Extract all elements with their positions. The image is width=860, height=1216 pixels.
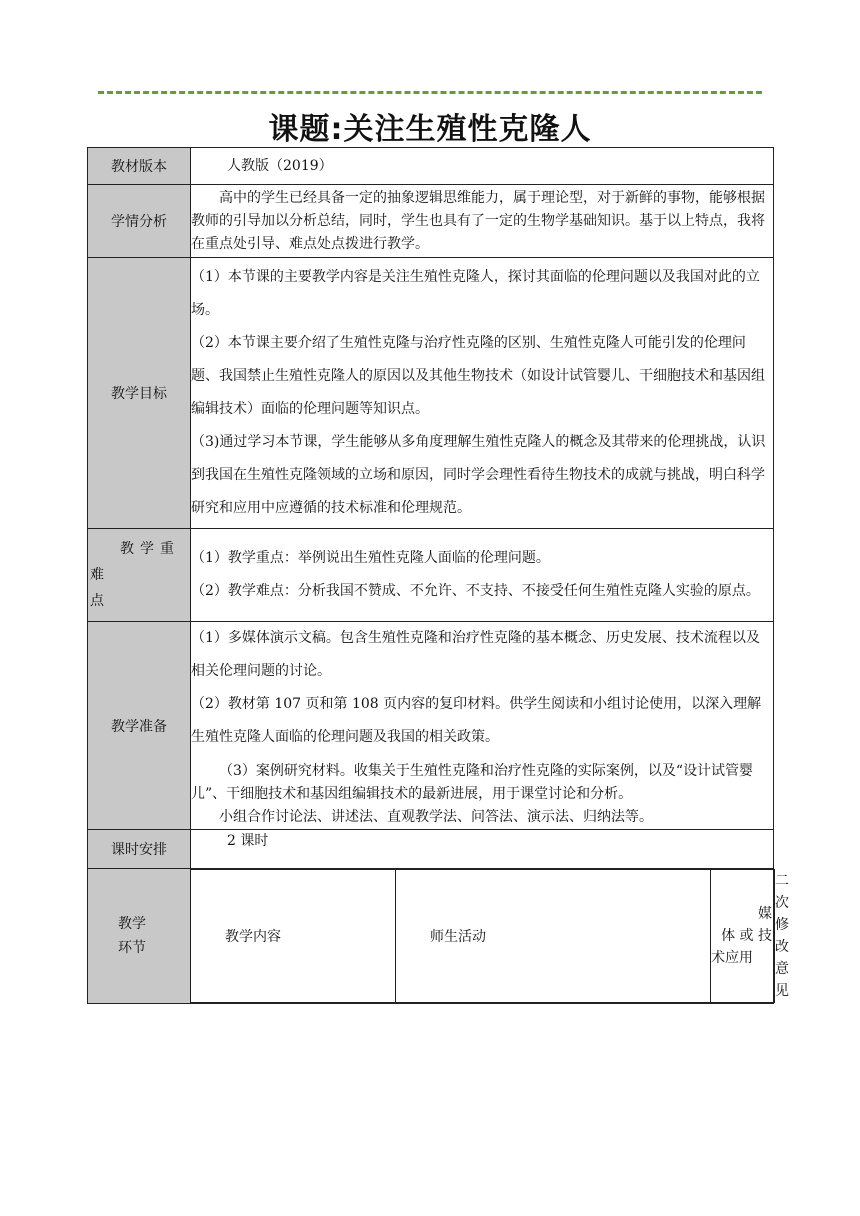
- header-line: 媒: [758, 906, 772, 922]
- lesson-plan-table: [87, 147, 789, 1004]
- value-key-difficult-points: [191, 529, 774, 622]
- header-media-technology: [711, 870, 775, 1003]
- header-line: 术应用: [711, 950, 753, 966]
- value-teaching-preparation: [191, 622, 774, 830]
- goal-item: （1）本节课的主要教学内容是关注生殖性克隆人，探讨其面临的伦理问题以及我国对此的立场。: [191, 269, 760, 318]
- goal-item: （3)通过学习本节课，学生能够从多角度理解生殖性克隆人的概念及其带来的伦理挑战，认识到我国在生殖性克隆领域的立场和原因，同时学会理性看待生物技术的成就与挑战，明白科学研究和应用中应遵循的技术标准和伦理规范。: [191, 434, 766, 516]
- header-dashed-rule: [98, 91, 762, 94]
- header-subtable: 教学内容 师生活动 媒 体 或 技 术应用 二 次 修改意见: [191, 869, 775, 1003]
- value-class-hours: 2 课时: [191, 830, 774, 869]
- goal-item: （2）本节课主要介绍了生殖性克隆与治疗性克隆的区别、生殖性克隆人可能引发的伦理问题、我国禁止生殖性克隆人的原因以及其他生物技术（如设计试管婴儿、干细胞技术和基因组编辑技术）面临的伦理问题等知识点。: [191, 335, 765, 417]
- header-line: 教学: [118, 916, 146, 932]
- prep-item: （1）多媒体演示文稿。包含生殖性克隆和治疗性克隆的基本概念、历史发展、技术流程以及相关伦理问题的讨论。: [191, 630, 760, 679]
- row-class-hours: [88, 830, 774, 869]
- label-student-analysis: 学情分析: [88, 185, 191, 258]
- label-class-hours: 课时安排: [88, 830, 191, 869]
- difficult-item: （1）教学重点：举例说出生殖性克隆人面临的伦理问题。: [191, 550, 550, 566]
- header-line: 环节: [118, 940, 146, 956]
- label-key-difficult-points: [88, 529, 191, 622]
- prep-methods: 小组合作讨论法、讲述法、直观教学法、问答法、演示法、归纳法等。: [219, 809, 653, 825]
- label-textbook-version: 教材版本: [88, 148, 191, 185]
- label-line: 教学重难: [90, 541, 180, 583]
- header-line: 体 或 技: [721, 928, 772, 944]
- header-teaching-content: 教学内容: [191, 870, 396, 1003]
- label-teaching-goals: 教学目标: [88, 258, 191, 529]
- value-teaching-goals: [191, 258, 774, 529]
- label-teaching-preparation: 教学准备: [88, 622, 191, 830]
- row-textbook-version: [88, 148, 774, 185]
- row-student-analysis: [88, 185, 774, 258]
- row-column-headers: [88, 869, 774, 1004]
- difficult-item: （2）教学难点：分析我国不赞成、不允许、不支持、不接受任何生殖性克隆人实验的原点。: [191, 583, 760, 599]
- row-key-difficult-points: [88, 529, 774, 622]
- row-teaching-preparation: [88, 622, 774, 830]
- label-line: 点: [90, 593, 104, 609]
- value-student-analysis: 高中的学生已经具备一定的抽象逻辑思维能力，属于理论型，对于新鲜的事物，能够根据教师的引导加以分析总结，同时，学生也具有了一定的生物学基础知识。基于以上特点，我将在重点处引导、难点处点拨进行教学。: [191, 185, 774, 258]
- header-teaching-stage: [88, 869, 191, 1004]
- value-textbook-version: 人教版（2019）: [191, 148, 774, 185]
- row-teaching-goals: [88, 258, 774, 529]
- header-teacher-student-activity: 师生活动: [396, 870, 711, 1003]
- page-title: 课题:关注生殖性克隆人: [268, 112, 592, 147]
- prep-item: （2）教材第 107 页和第 108 页内容的复印材料。供学生阅读和小组讨论使用，以深入理解生殖性克隆人面临的伦理问题及我国的相关政策。: [191, 696, 762, 745]
- header-columns: [191, 869, 789, 1004]
- prep-item: （3）案例研究材料。收集关于生殖性克隆和治疗性克隆的实际案例，以及“设计试管婴儿”、干细胞技术和基因组编辑技术的最新进展，用于课堂讨论和分析。: [191, 763, 754, 802]
